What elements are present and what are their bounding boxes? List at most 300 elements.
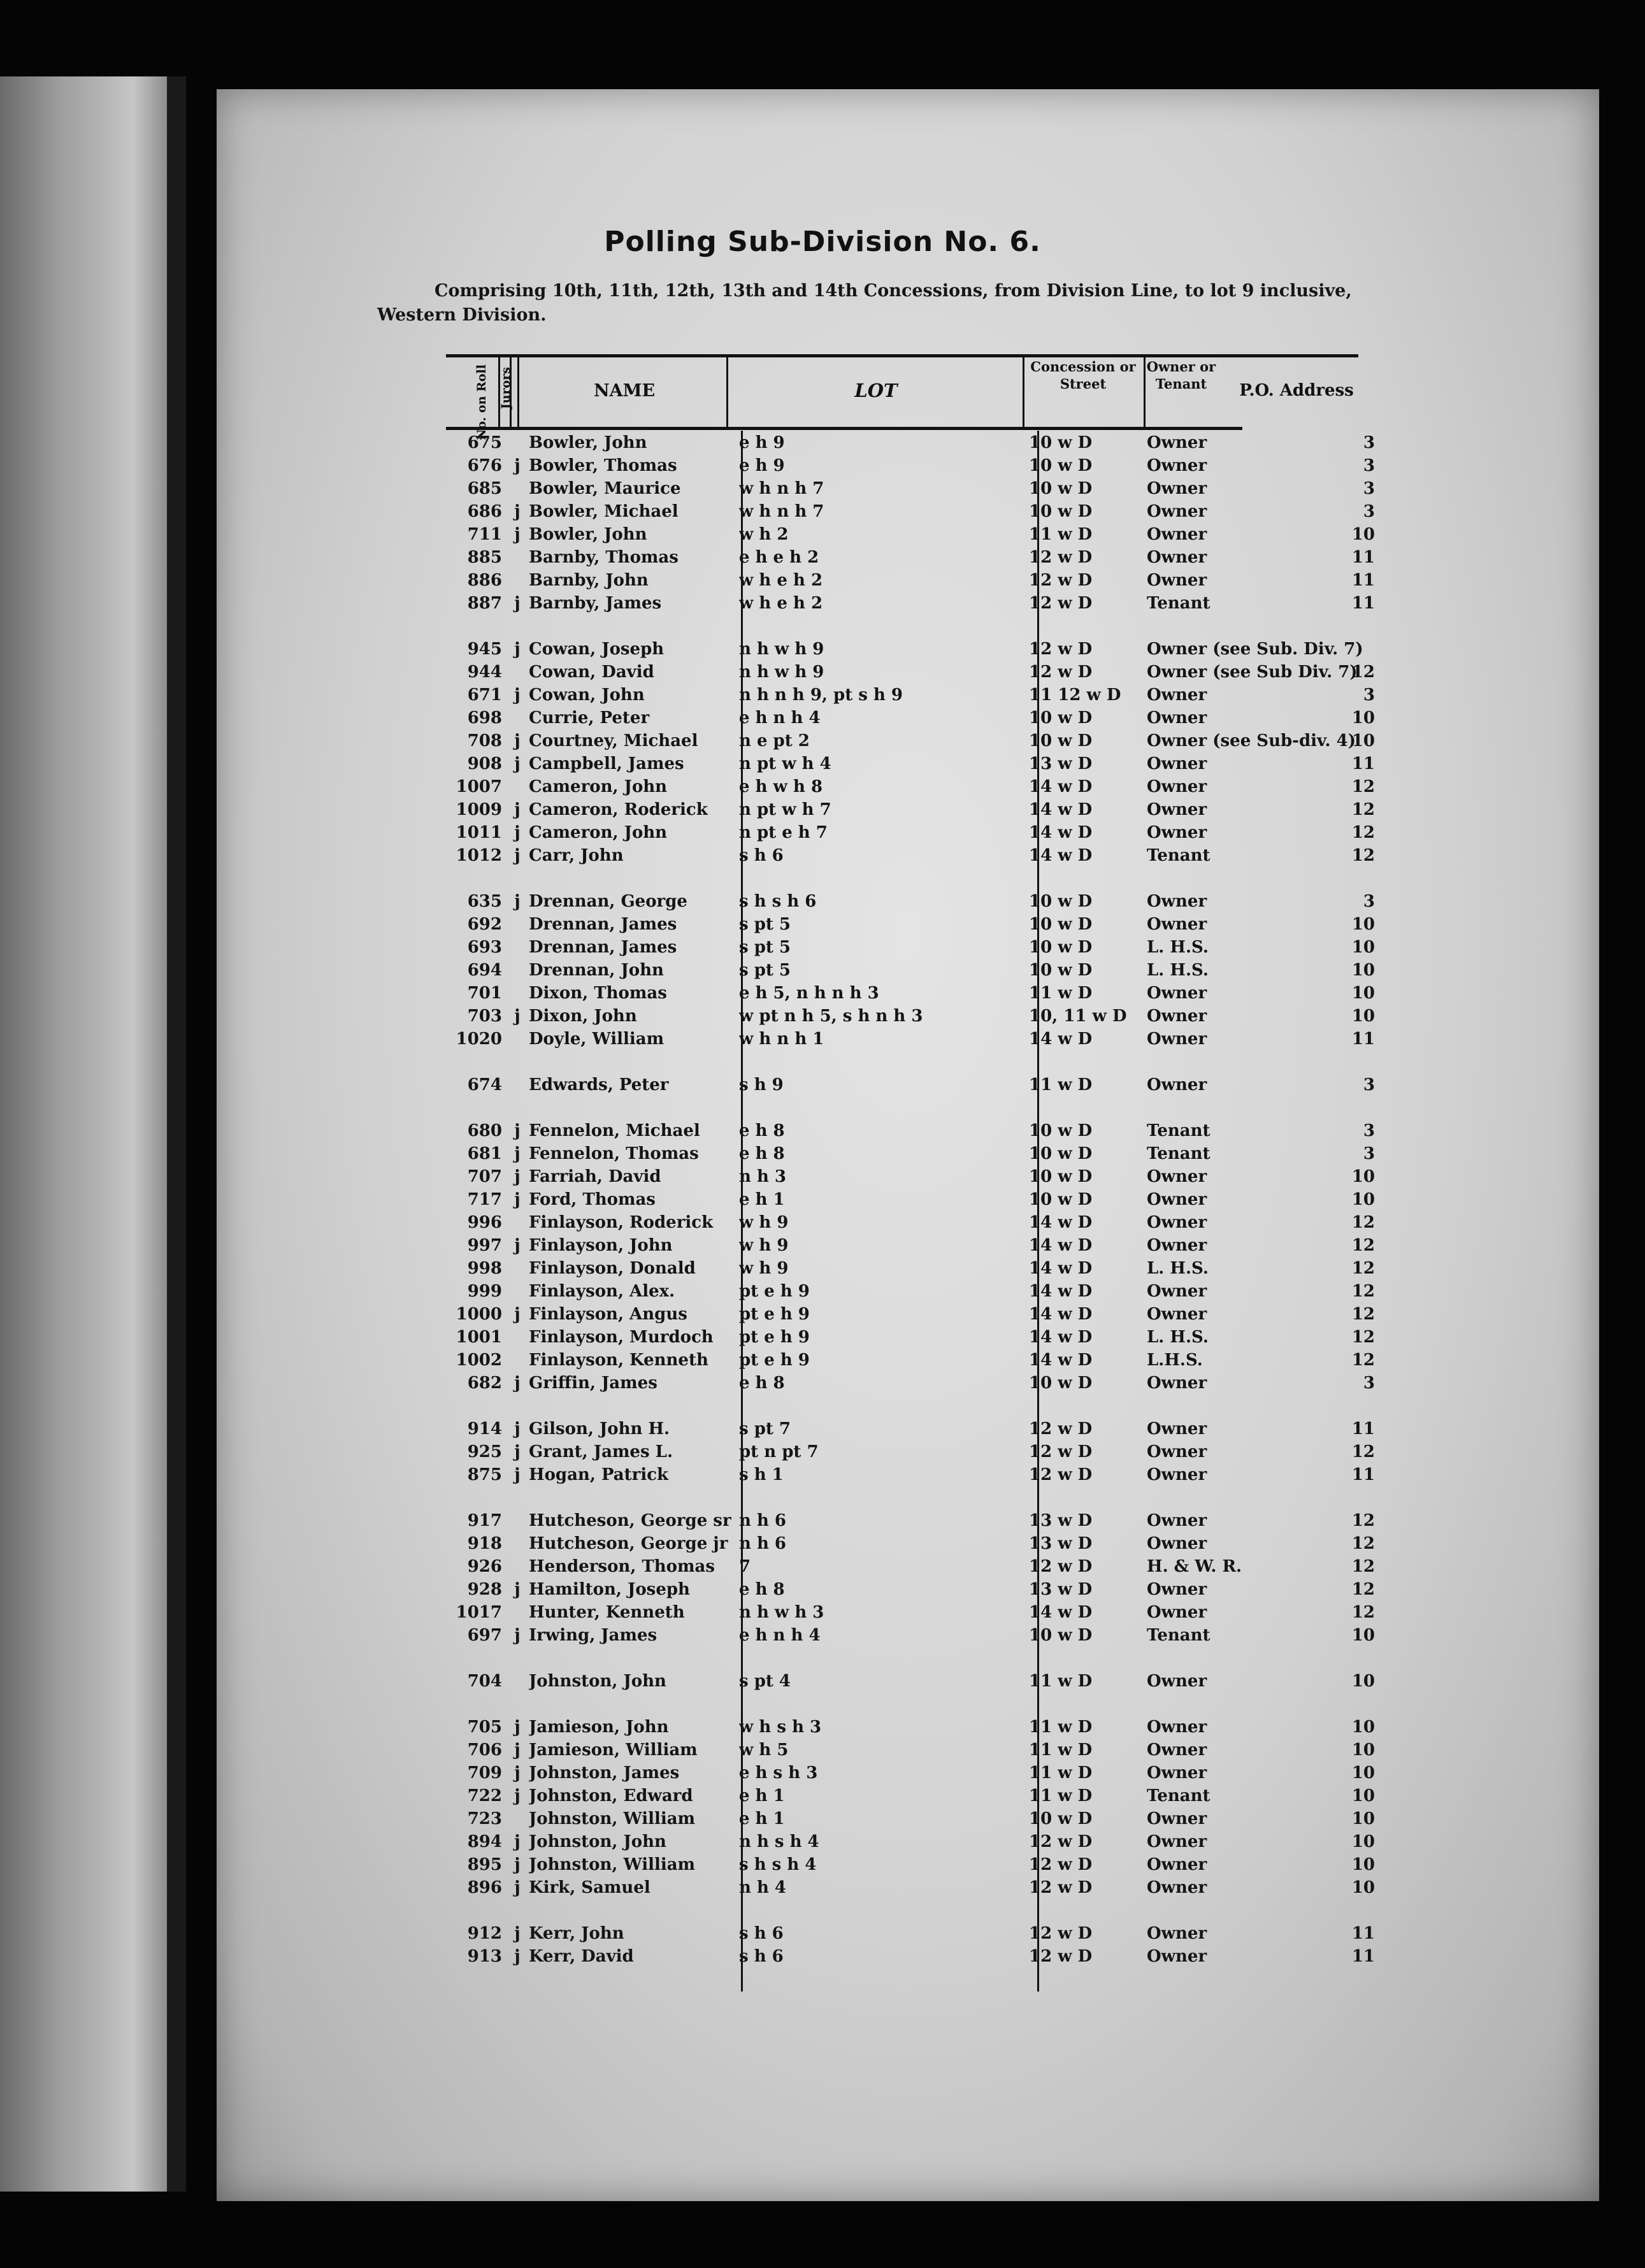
po-address: 12: [1351, 1511, 1375, 1530]
roll-number: 896: [467, 1878, 502, 1897]
po-address: 10: [1351, 1672, 1375, 1691]
header-no-on-roll: No. on Roll: [475, 364, 489, 440]
lot-description: n h n h 9, pt s h 9: [739, 685, 903, 705]
po-address: 10: [1351, 708, 1375, 728]
roll-number: 895: [467, 1855, 502, 1874]
juror-mark: j: [514, 1144, 521, 1163]
owner-status: Owner: [1147, 685, 1207, 705]
roll-number: 717: [467, 1190, 502, 1209]
juror-mark: j: [514, 1786, 521, 1805]
table-row: [0, 1832, 1645, 1855]
table-row: [0, 1534, 1645, 1557]
po-address: 10: [1351, 915, 1375, 934]
juror-mark: j: [514, 754, 521, 773]
concession: 12 w D: [1029, 548, 1093, 567]
po-address: 3: [1363, 1144, 1375, 1163]
table-row: [0, 823, 1645, 846]
voter-name: Doyle, William: [529, 1030, 664, 1049]
po-address: 10: [1351, 1855, 1375, 1874]
roll-number: 708: [467, 731, 502, 750]
juror-mark: j: [514, 1190, 521, 1209]
voter-name: Finlayson, Roderick: [529, 1213, 714, 1232]
lot-description: e h 8: [739, 1121, 785, 1140]
concession: 14 w D: [1029, 823, 1093, 842]
concession: 13 w D: [1029, 754, 1093, 773]
juror-mark: j: [514, 892, 521, 911]
concession: 14 w D: [1029, 1603, 1093, 1622]
owner-status: Owner: [1147, 1718, 1207, 1737]
voter-name: Fennelon, Michael: [529, 1121, 700, 1140]
table-row: [0, 984, 1645, 1007]
roll-number: 682: [467, 1374, 502, 1393]
table-row: [0, 961, 1645, 984]
voter-name: Currie, Peter: [529, 708, 650, 728]
owner-status: Owner: [1147, 1947, 1207, 1966]
table-row: [0, 892, 1645, 915]
table-row: [0, 1213, 1645, 1236]
roll-number: 997: [467, 1236, 502, 1255]
juror-mark: j: [514, 800, 521, 819]
table-row: [0, 1442, 1645, 1465]
table-row: [0, 1305, 1645, 1328]
roll-number: 945: [467, 640, 502, 659]
roll-number: 917: [467, 1511, 502, 1530]
concession: 14 w D: [1029, 1236, 1093, 1255]
owner-status: Owner: [1147, 1167, 1207, 1186]
roll-number: 1017: [456, 1603, 502, 1622]
voter-name: Cameron, John: [529, 823, 668, 842]
owner-status: Owner (see Sub Div. 7): [1147, 663, 1358, 682]
table-row: [0, 571, 1645, 594]
po-address: 12: [1351, 1328, 1375, 1347]
concession: 11 w D: [1029, 1740, 1093, 1760]
roll-number: 1009: [456, 800, 502, 819]
po-address: 10: [1351, 1809, 1375, 1828]
voter-name: Bowler, Maurice: [529, 479, 681, 498]
lot-description: n pt e h 7: [739, 823, 828, 842]
lot-description: s h s h 4: [739, 1855, 817, 1874]
po-address: 10: [1351, 1626, 1375, 1645]
table-row: [0, 1351, 1645, 1374]
juror-mark: j: [514, 1947, 521, 1966]
juror-mark: j: [514, 1878, 521, 1897]
concession: 14 w D: [1029, 777, 1093, 796]
page-title: Polling Sub-Division No. 6.: [604, 226, 1041, 258]
juror-mark: j: [514, 1832, 521, 1851]
voter-name: Finlayson, Donald: [529, 1259, 696, 1278]
juror-mark: j: [514, 1236, 521, 1255]
po-address: 10: [1351, 1832, 1375, 1851]
po-address: 12: [1351, 1236, 1375, 1255]
table-row: [0, 1557, 1645, 1580]
lot-description: e h w h 8: [739, 777, 823, 796]
voter-name: Ford, Thomas: [529, 1190, 656, 1209]
table-row: [0, 1465, 1645, 1488]
owner-status: Owner: [1147, 433, 1207, 452]
po-address: 11: [1351, 1419, 1375, 1439]
owner-status: Owner: [1147, 915, 1207, 934]
roll-number: 914: [467, 1419, 502, 1439]
table-row: [0, 502, 1645, 525]
lot-description: w h 2: [739, 525, 789, 544]
lot-description: w h 5: [739, 1740, 789, 1760]
owner-status: Owner: [1147, 1213, 1207, 1232]
owner-status: Owner: [1147, 1832, 1207, 1851]
owner-status: Owner: [1147, 456, 1207, 475]
voter-name: Cameron, Roderick: [529, 800, 708, 819]
table-row: [0, 1947, 1645, 1970]
voter-name: Farriah, David: [529, 1167, 661, 1186]
po-address: 3: [1363, 456, 1375, 475]
roll-number: 944: [467, 663, 502, 682]
juror-mark: j: [514, 846, 521, 865]
concession: 12 w D: [1029, 571, 1093, 590]
voter-name: Griffin, James: [529, 1374, 657, 1393]
juror-mark: j: [514, 640, 521, 659]
owner-status: Owner: [1147, 1855, 1207, 1874]
po-address: 11: [1351, 1030, 1375, 1049]
table-row: [0, 479, 1645, 502]
lot-description: e h s h 3: [739, 1763, 818, 1783]
owner-status: Owner: [1147, 1672, 1207, 1691]
table-row: [0, 1855, 1645, 1878]
concession: 10 w D: [1029, 1626, 1093, 1645]
concession: 10 w D: [1029, 456, 1093, 475]
roll-number: 722: [467, 1786, 502, 1805]
lot-description: n pt w h 4: [739, 754, 831, 773]
lot-description: s h 1: [739, 1465, 784, 1484]
voter-name: Finlayson, Alex.: [529, 1282, 675, 1301]
voter-name: Barnby, James: [529, 594, 662, 613]
lot-description: pt e h 9: [739, 1328, 810, 1347]
header-lot: LOT: [854, 380, 898, 401]
concession: 10 w D: [1029, 938, 1093, 957]
voter-name: Cowan, John: [529, 685, 645, 705]
voter-name: Bowler, Michael: [529, 502, 679, 521]
table-row: [0, 1718, 1645, 1740]
table-row: [0, 1144, 1645, 1167]
owner-status: Owner: [1147, 1809, 1207, 1828]
roll-number: 918: [467, 1534, 502, 1553]
po-address: 12: [1351, 1580, 1375, 1599]
concession: 13 w D: [1029, 1580, 1093, 1599]
po-address: 10: [1351, 1740, 1375, 1760]
owner-status: Owner: [1147, 1030, 1207, 1049]
po-address: 3: [1363, 1121, 1375, 1140]
voter-name: Cowan, David: [529, 663, 654, 682]
juror-mark: j: [514, 525, 521, 544]
po-address: 12: [1351, 1442, 1375, 1461]
table-row: [0, 708, 1645, 731]
lot-description: n h 4: [739, 1878, 787, 1897]
voter-name: Irwing, James: [529, 1626, 657, 1645]
table-row: [0, 548, 1645, 571]
lot-description: w h n h 7: [739, 479, 824, 498]
lot-description: n h s h 4: [739, 1832, 819, 1851]
concession: 14 w D: [1029, 1030, 1093, 1049]
owner-status: Owner: [1147, 502, 1207, 521]
table-row: [0, 663, 1645, 685]
concession: 14 w D: [1029, 1282, 1093, 1301]
table-row: [0, 1190, 1645, 1213]
roll-number: 1012: [456, 846, 502, 865]
voter-name: Cowan, Joseph: [529, 640, 664, 659]
roll-number: 998: [467, 1259, 502, 1278]
voter-name: Drennan, James: [529, 915, 677, 934]
juror-mark: j: [514, 1465, 521, 1484]
owner-status: Owner: [1147, 525, 1207, 544]
lot-description: e h 8: [739, 1580, 785, 1599]
concession: 12 w D: [1029, 1419, 1093, 1439]
juror-mark: j: [514, 456, 521, 475]
roll-number: 693: [467, 938, 502, 957]
po-address: 10: [1351, 1190, 1375, 1209]
concession: 10 w D: [1029, 961, 1093, 980]
table-row: [0, 1328, 1645, 1351]
voter-name: Gilson, John H.: [529, 1419, 670, 1439]
roll-number: 698: [467, 708, 502, 728]
col-rule-name-lot: [726, 357, 728, 428]
table-row: [0, 1030, 1645, 1052]
lot-description: w h e h 2: [739, 594, 823, 613]
lot-description: n h w h 3: [739, 1603, 824, 1622]
juror-mark: j: [514, 1305, 521, 1324]
owner-status: L. H.S.: [1147, 938, 1209, 957]
voter-name: Hutcheson, George jr: [529, 1534, 728, 1553]
po-address: 12: [1351, 1213, 1375, 1232]
concession: 12 w D: [1029, 1947, 1093, 1966]
concession: 11 w D: [1029, 1672, 1093, 1691]
concession: 13 w D: [1029, 1534, 1093, 1553]
header-bottom-rule: [446, 427, 1242, 430]
roll-number: 913: [467, 1947, 502, 1966]
juror-mark: j: [514, 1740, 521, 1760]
owner-status: Owner: [1147, 1442, 1207, 1461]
roll-number: 697: [467, 1626, 502, 1645]
lot-description: s pt 7: [739, 1419, 791, 1439]
owner-status: Owner: [1147, 1878, 1207, 1897]
juror-mark: j: [514, 1718, 521, 1737]
lot-description: pt e h 9: [739, 1305, 810, 1324]
voter-name: Barnby, John: [529, 571, 649, 590]
concession: 10 w D: [1029, 1190, 1093, 1209]
owner-status: L. H.S.: [1147, 1259, 1209, 1278]
po-address: 10: [1351, 938, 1375, 957]
table-row: [0, 1763, 1645, 1786]
roll-number: 685: [467, 479, 502, 498]
roll-number: 680: [467, 1121, 502, 1140]
voter-name: Edwards, Peter: [529, 1075, 669, 1095]
concession: 12 w D: [1029, 1557, 1093, 1576]
roll-number: 681: [467, 1144, 502, 1163]
concession: 10 w D: [1029, 1374, 1093, 1393]
concession: 11 12 w D: [1029, 685, 1121, 705]
header-owner-tenant: Owner or Tenant: [1146, 359, 1216, 392]
roll-number: 926: [467, 1557, 502, 1576]
table-row: [0, 915, 1645, 938]
owner-status: Tenant: [1147, 1786, 1210, 1805]
lot-description: w h n h 1: [739, 1030, 824, 1049]
po-address: 12: [1351, 846, 1375, 865]
roll-number: 704: [467, 1672, 502, 1691]
roll-number: 1002: [456, 1351, 502, 1370]
voter-name: Hogan, Patrick: [529, 1465, 669, 1484]
concession: 12 w D: [1029, 1878, 1093, 1897]
po-address: 3: [1363, 502, 1375, 521]
owner-status: Owner: [1147, 1580, 1207, 1599]
concession: 11 w D: [1029, 525, 1093, 544]
lot-description: pt e h 9: [739, 1282, 810, 1301]
owner-status: L. H.S.: [1147, 961, 1209, 980]
owner-status: Tenant: [1147, 1144, 1210, 1163]
table-row: [0, 433, 1645, 456]
concession: 14 w D: [1029, 1213, 1093, 1232]
concession: 11 w D: [1029, 1786, 1093, 1805]
po-address: 12: [1351, 663, 1375, 682]
owner-status: Owner: [1147, 1534, 1207, 1553]
po-address: 3: [1363, 479, 1375, 498]
header-po-address: P.O. Address: [1239, 381, 1354, 400]
po-address: 11: [1351, 1924, 1375, 1943]
roll-number: 705: [467, 1718, 502, 1737]
lot-description: s h 6: [739, 1947, 784, 1966]
voter-name: Finlayson, Angus: [529, 1305, 687, 1324]
owner-status: Tenant: [1147, 1626, 1210, 1645]
lot-description: w h n h 7: [739, 502, 824, 521]
po-address: 3: [1363, 1075, 1375, 1095]
lot-description: s h 6: [739, 1924, 784, 1943]
po-address: 11: [1351, 594, 1375, 613]
concession: 10 w D: [1029, 1809, 1093, 1828]
voter-name: Drennan, John: [529, 961, 664, 980]
lot-description: n pt w h 7: [739, 800, 831, 819]
table-row: [0, 1786, 1645, 1809]
po-address: 3: [1363, 892, 1375, 911]
table-row: [0, 1236, 1645, 1259]
table-row: [0, 1924, 1645, 1947]
po-address: 10: [1351, 961, 1375, 980]
owner-status: Owner: [1147, 754, 1207, 773]
owner-status: Owner: [1147, 1603, 1207, 1622]
voter-name: Henderson, Thomas: [529, 1557, 715, 1576]
roll-number: 887: [467, 594, 502, 613]
po-address: 10: [1351, 525, 1375, 544]
concession: 14 w D: [1029, 1259, 1093, 1278]
juror-mark: j: [514, 1419, 521, 1439]
po-address: 10: [1351, 1878, 1375, 1897]
table-row: [0, 456, 1645, 479]
voter-name: Hutcheson, George sr: [529, 1511, 731, 1530]
voter-name: Drennan, James: [529, 938, 677, 957]
lot-description: pt n pt 7: [739, 1442, 819, 1461]
owner-status: Owner: [1147, 823, 1207, 842]
table-row: [0, 1740, 1645, 1763]
page-subtitle: Comprising 10th, 11th, 12th, 13th and 14th Concessions, from Division Line, to lot 9 inclusive, Western Division.: [377, 281, 1352, 325]
concession: 10 w D: [1029, 502, 1093, 521]
juror-mark: j: [514, 823, 521, 842]
col-rule-3: [517, 357, 519, 428]
po-address: 3: [1363, 1374, 1375, 1393]
table-row: [0, 754, 1645, 777]
voter-name: Jamieson, John: [529, 1718, 669, 1737]
juror-mark: j: [514, 1763, 521, 1783]
juror-mark: j: [514, 1855, 521, 1874]
concession: 14 w D: [1029, 1305, 1093, 1324]
roll-number: 912: [467, 1924, 502, 1943]
owner-status: Owner: [1147, 777, 1207, 796]
roll-number: 928: [467, 1580, 502, 1599]
voter-name: Johnston, John: [529, 1672, 666, 1691]
roll-number: 1011: [456, 823, 502, 842]
concession: 10, 11 w D: [1029, 1007, 1127, 1026]
table-row: [0, 685, 1645, 708]
roll-number: 701: [467, 984, 502, 1003]
voter-name: Kirk, Samuel: [529, 1878, 650, 1897]
roll-number: 886: [467, 571, 502, 590]
col-rule-lot-conc: [1023, 357, 1024, 428]
concession: 14 w D: [1029, 800, 1093, 819]
roll-number: 709: [467, 1763, 502, 1783]
roll-number: 1020: [456, 1030, 502, 1049]
owner-status: Owner: [1147, 1190, 1207, 1209]
po-address: 10: [1351, 1763, 1375, 1783]
owner-status: L.H.S.: [1147, 1351, 1203, 1370]
voter-name: Johnston, William: [529, 1855, 696, 1874]
voter-name: Hamilton, Joseph: [529, 1580, 690, 1599]
table-row: [0, 1121, 1645, 1144]
concession: 10 w D: [1029, 708, 1093, 728]
roll-number: 675: [467, 433, 502, 452]
table-row: [0, 1259, 1645, 1282]
roll-number: 996: [467, 1213, 502, 1232]
owner-status: Owner: [1147, 1007, 1207, 1026]
concession: 10 w D: [1029, 1121, 1093, 1140]
lot-description: w h 9: [739, 1213, 789, 1232]
voter-name: Johnston, William: [529, 1809, 696, 1828]
lot-description: e h 9: [739, 456, 785, 475]
lot-description: w pt n h 5, s h n h 3: [739, 1007, 923, 1026]
voter-name: Dixon, Thomas: [529, 984, 667, 1003]
lot-description: 7: [739, 1557, 751, 1576]
concession: 10 w D: [1029, 892, 1093, 911]
table-row: [0, 1419, 1645, 1442]
po-address: 11: [1351, 571, 1375, 590]
owner-status: Owner: [1147, 892, 1207, 911]
roll-number: 925: [467, 1442, 502, 1461]
header-concession: Concession or Street: [1030, 359, 1136, 392]
owner-status: Owner: [1147, 571, 1207, 590]
lot-description: s h s h 6: [739, 892, 817, 911]
table-row: [0, 1282, 1645, 1305]
voter-name: Fennelon, Thomas: [529, 1144, 699, 1163]
owner-status: Owner: [1147, 1236, 1207, 1255]
concession: 14 w D: [1029, 1351, 1093, 1370]
concession: 10 w D: [1029, 1167, 1093, 1186]
concession: 12 w D: [1029, 1924, 1093, 1943]
voter-name: Jamieson, William: [529, 1740, 698, 1760]
concession: 12 w D: [1029, 663, 1093, 682]
roll-number: 671: [467, 685, 502, 705]
lot-description: w h s h 3: [739, 1718, 822, 1737]
voter-name: Bowler, Thomas: [529, 456, 677, 475]
voter-name: Hunter, Kenneth: [529, 1603, 685, 1622]
voter-name: Johnston, James: [529, 1763, 680, 1783]
voter-name: Johnston, Edward: [529, 1786, 693, 1805]
po-address: 12: [1351, 1603, 1375, 1622]
owner-status: Owner: [1147, 800, 1207, 819]
concession: 13 w D: [1029, 1511, 1093, 1530]
concession: 10 w D: [1029, 1144, 1093, 1163]
